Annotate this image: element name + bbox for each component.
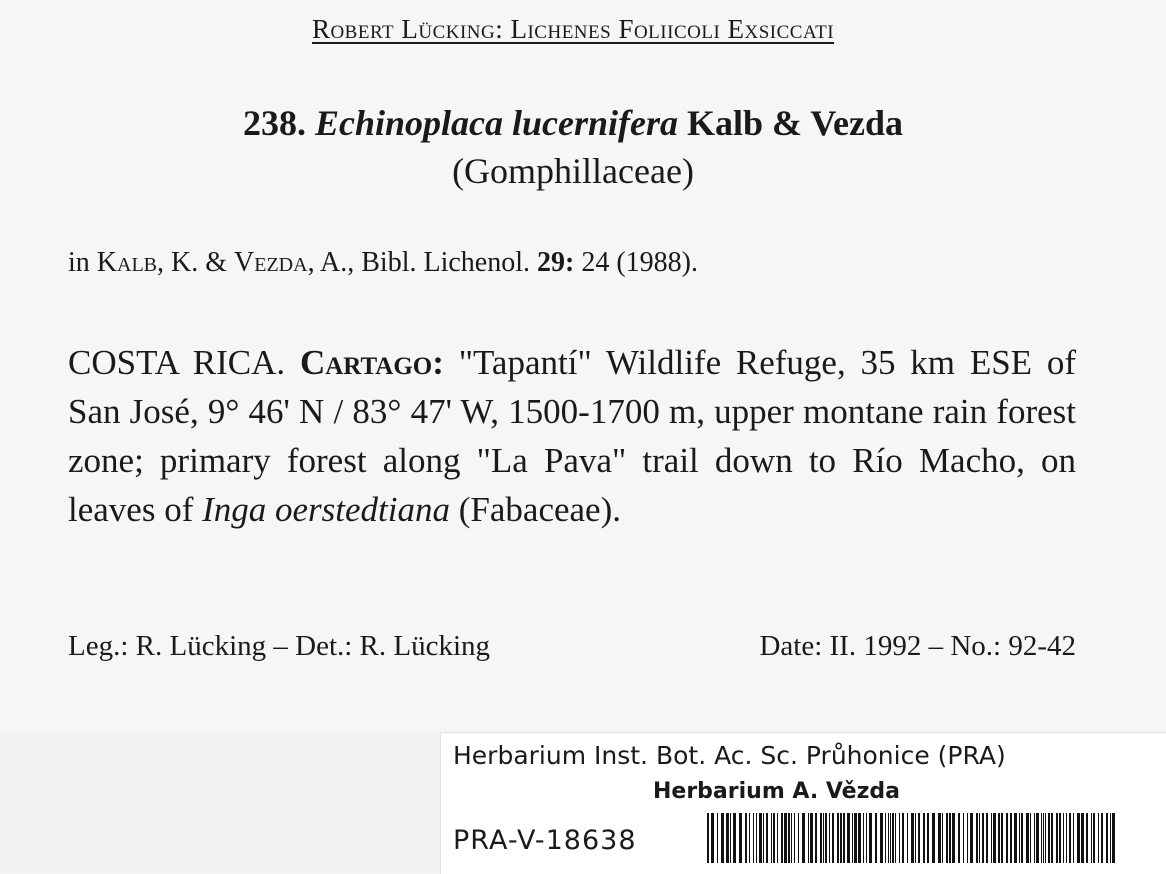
barcode-bar [1019,813,1020,863]
barcode-bar [907,813,908,863]
herbarium-collection: Herbarium A. Vězda [653,779,901,804]
barcode-bar [993,813,996,863]
barcode-bar [717,813,718,863]
barcode-bar [791,813,792,863]
barcode-bar [1101,813,1103,863]
barcode-bar [753,813,754,863]
barcode-bar [1041,813,1042,863]
literature-reference: in Kalb, K. & Vezda, A., Bibl. Lichenol. 29: 24 (1988). [68,247,698,278]
barcode-bar [777,813,778,863]
reference-author-1: Kalb [96,247,158,278]
barcode-bar [1066,813,1067,863]
barcode-bar [756,813,757,863]
barcode-bar [711,813,714,863]
barcode-bar [771,813,772,863]
barcode-bar [1010,813,1012,863]
barcode-bar [875,813,877,863]
barcode-bar [840,813,842,863]
barcode-bar [895,813,896,863]
barcode-bar [1034,813,1035,863]
barcode-bar [963,813,964,863]
barcode-bar [745,813,747,863]
barcode-bar [1106,813,1108,863]
barcode-bar [1014,813,1017,863]
specimen-id: PRA-V-18638 [453,825,637,856]
barcode-bar [773,813,775,863]
barcode-bar [1030,813,1031,863]
barcode-bar [837,813,839,863]
barcode-bar [976,813,978,863]
taxon-name: Echinoplaca lucernifera [314,103,678,143]
barcode-bar [1001,813,1003,863]
barcode-bar [823,813,824,863]
barcode-bar [810,813,813,863]
barcode-bar [1098,813,1099,863]
barcode-bar [932,813,935,863]
barcode-bar [1091,813,1092,863]
barcode-bar [1110,813,1111,863]
locality-country: COSTA RICA. [68,343,286,382]
barcode-bar [1036,813,1039,863]
barcode-bar [911,813,914,863]
locality-description [68,338,1076,534]
exsiccata-number: 238. [242,103,306,143]
taxon-family: (Gomphillaceae) [452,151,694,191]
barcode-bar [986,813,988,863]
barcode-bar [970,813,973,863]
barcode-bar [707,813,709,863]
barcode-bar [967,813,968,863]
reference-volume: 29: [537,247,575,278]
barcode-bar [721,813,724,863]
date-and-number: Date: II. 1992 – No.: 92-42 [759,630,1076,662]
barcode-bar [825,813,827,863]
series-title: Robert Lücking: Lichenes Foliicoli Exsiccati [311,14,835,44]
barcode-bar [763,813,764,863]
barcode-bar [832,813,834,863]
locality-text: "Tapantí" Wildlife Refuge, 35 km ESE of San José, 9° 46' N / 83° 47' W, 1500-1700 m, upper montane rain forest zone; primary forest along "La Pava" trail down to Río Macho, on leaves of [68,343,1076,529]
barcode-bar [998,813,1000,863]
barcode-bar [863,813,864,863]
barcode-bar [890,813,891,863]
herbarium-sticker [440,732,1166,874]
taxon-authors: Kalb & Vezda [686,103,904,143]
barcode-bar [949,813,951,863]
barcode-bar [1093,813,1095,863]
barcode-bar [899,813,900,863]
barcode-bar [1026,813,1029,863]
barcode-bar [952,813,955,863]
label-margin [0,732,440,873]
barcode-bar [733,813,736,863]
barcode-bar [820,813,822,863]
barcode-bar [1081,813,1084,863]
barcode-bar [1086,813,1088,863]
barcode-bar [915,813,916,863]
taxon-heading [0,102,1146,144]
barcode-bar [781,813,783,863]
barcode-bar [808,813,809,863]
barcode-bar [794,813,795,863]
barcode-bar [802,813,805,863]
barcode-bar [829,813,830,863]
barcode-bar [788,813,790,863]
barcode-bar [880,813,883,863]
barcode-bar [730,813,731,863]
barcode-bar [1045,813,1046,863]
host-family: (Fabaceae). [458,490,621,529]
barcode-bar [902,813,904,863]
barcode-bar [766,813,768,863]
barcode-bar [749,813,750,863]
barcode-bar [991,813,992,863]
barcode-bar [726,813,729,863]
barcode-bar [1056,813,1058,863]
barcode-bar [1073,813,1074,863]
barcode-bar [938,813,941,863]
collector-determiner: Leg.: R. Lücking – Det.: R. Lücking [68,630,491,662]
barcode-bar [1051,813,1053,863]
reference-pages: 24 (1988). [581,247,698,278]
barcode-bar [1021,813,1023,863]
barcode-bar [843,813,845,863]
reference-author-2: Vezda [234,247,308,278]
barcode-bar [866,813,867,863]
barcode-bar [759,813,762,863]
barcode-bar [1069,813,1071,863]
barcode-bar [854,813,857,863]
host-plant: Inga oerstedtiana [202,490,450,529]
barcode-bar [784,813,787,863]
barcode-bar [885,813,886,863]
barcode-bar [815,813,817,863]
barcode-bar [1077,813,1080,863]
barcode-bar [942,813,943,863]
barcode-bar [923,813,925,863]
barcode-bar [888,813,889,863]
barcode-bar [1006,813,1008,863]
locality-province: Cartago: [299,343,444,382]
barcode-bar [946,813,948,863]
barcode-bar [892,813,894,863]
barcode-bar [918,813,920,863]
barcode-bar [982,813,984,863]
barcode-bar [739,813,742,863]
barcode-bar [1043,813,1044,863]
barcode-bar [927,813,929,863]
barcode-bar [847,813,850,863]
barcode-bar [858,813,861,863]
barcode-bar [979,813,980,863]
barcode-bar [1059,813,1061,863]
barcode-bar [869,813,872,863]
barcode-bar [958,813,960,863]
barcode-bar [852,813,853,863]
barcode [705,813,1117,863]
barcode-bar [1048,813,1050,863]
barcode-bar [798,813,799,863]
herbarium-institution: Herbarium Inst. Bot. Ac. Sc. Průhonice (PRA) [453,741,1006,770]
barcode-bar [1063,813,1064,863]
barcode-bar [1112,813,1115,863]
